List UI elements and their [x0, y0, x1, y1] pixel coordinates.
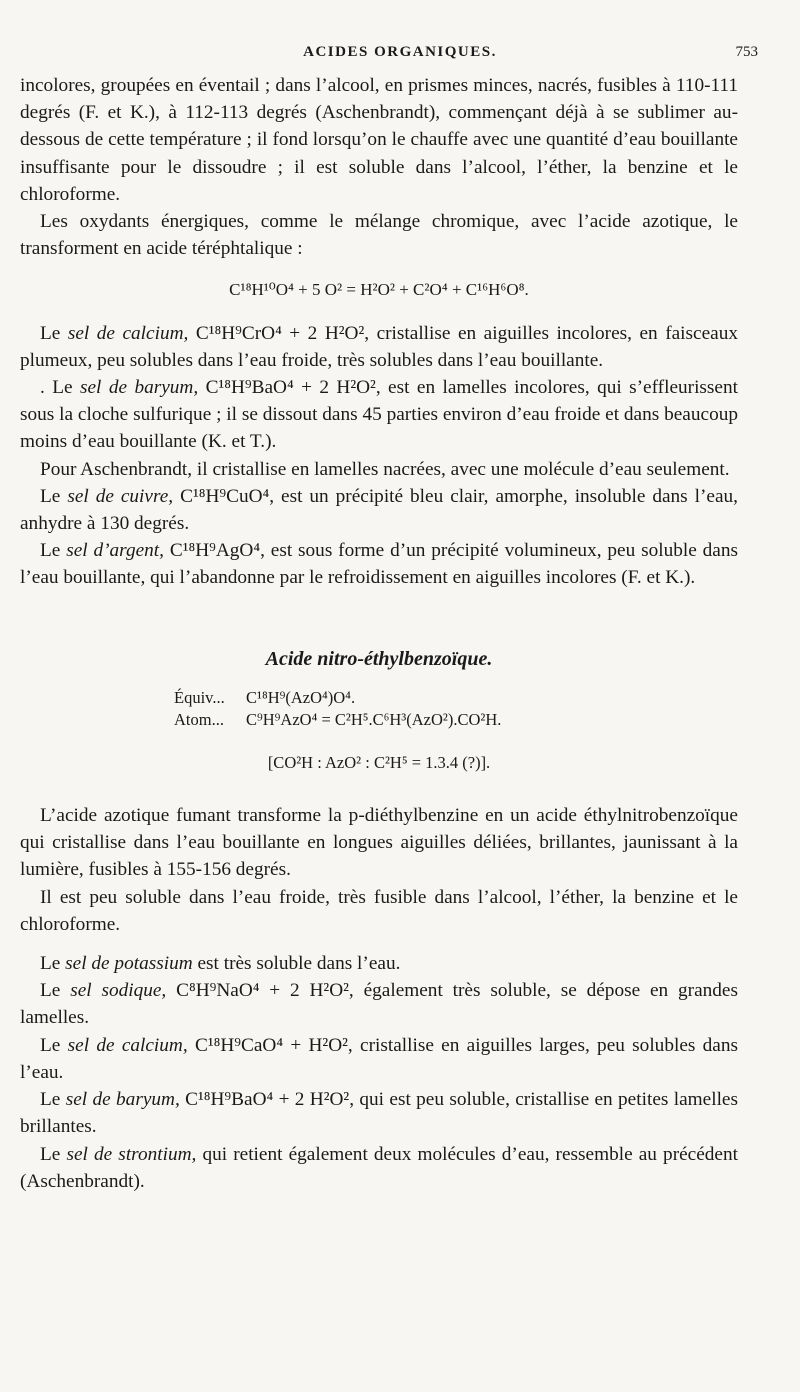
section-title: Acide nitro-éthylbenzoïque. [265, 647, 493, 670]
salt-paragraph: Le sel de strontium, qui retient également deux molécules d’eau, ressemble au précédent (Aschenbrandt). [20, 1143, 738, 1192]
salt-paragraph: Le sel de potassium est très soluble dans l’eau. [40, 953, 401, 975]
page-header [0, 44, 800, 66]
salt-paragraph: . Le sel de baryum, C¹⁸H⁹BaO⁴ + 2 H²O², est en lamelles incolores, qui s’effleurissent sous la cloche sulfurique ; il se dissout dans 45 parties environ d’eau froide et dans beaucoup moins d’eau bouillante (K. et T.). [20, 377, 738, 453]
salt-name: sel de potassium [65, 953, 193, 975]
salt-paragraph: Le sel sodique, C⁸H⁹NaO⁴ + 2 H²O², également très soluble, se dépose en grandes lamelles. [20, 980, 738, 1029]
formula-atom: Atom... C⁹H⁹AzO⁴ = C²H⁵.C⁶H³(AzO²).CO²H. [174, 709, 502, 729]
salt-name: sel de strontium, [66, 1143, 197, 1165]
formula-block [174, 687, 738, 731]
salt-paragraph: Le sel de calcium, C¹⁸H⁹CrO⁴ + 2 H²O², cristallise en aiguilles incolores, en faisceaux plumeux, peu solubles dans l’eau froide, très solubles dans l’eau bouillante. [20, 322, 738, 371]
formula-equiv: Équiv... C¹⁸H⁹(AzO⁴)O⁴. [174, 687, 356, 707]
salt-paragraph: Le sel de baryum, C¹⁸H⁹BaO⁴ + 2 H²O², qui est peu soluble, cristallise en petites lamelles brillantes. [20, 1089, 738, 1138]
salt-name: sel de baryum, [65, 1089, 180, 1111]
salt-name: sel sodique, [70, 980, 167, 1002]
salt-name: sel de cuivre, [67, 485, 174, 507]
equation: C¹⁸H¹⁰O⁴ + 5 O² = H²O² + C²O⁴ + C¹⁶H⁶O⁸. [229, 280, 529, 300]
page-number: 753 [735, 44, 758, 60]
paragraph: Il est peu soluble dans l’eau froide, très fusible dans l’alcool, l’éther, la benzine et le chloroforme. [20, 886, 738, 935]
position-ratio: [CO²H : AzO² : C²H⁵ = 1.3.4 (?)]. [267, 752, 491, 772]
salt-paragraph: Le sel de cuivre, C¹⁸H⁹CuO⁴, est un précipité bleu clair, amorphe, insoluble dans l’eau, anhydre à 130 degrés. [20, 485, 738, 535]
salt-name: sel d’argent, [66, 540, 164, 562]
salt-paragraph: Le sel d’argent, C¹⁸H⁹AgO⁴, est sous forme d’un précipité volumineux, peu soluble dans l’eau bouillante, qui l’abandonne par le refroidissement en aiguilles incolores (F. et K.). [20, 540, 738, 589]
salt-name: sel de baryum, [80, 377, 199, 399]
paragraph: L’acide azotique fumant transforme la p-diéthylbenzine en un acide éthylnitrobenzoïque qui cristallise dans l’eau bouillante en longues aiguilles déliées, brillantes, jaunissant à la lumière, fusibles à 155-156 degrés. [20, 805, 738, 881]
paragraph: incolores, groupées en éventail ; dans l’alcool, en prismes minces, nacrés, fusibles à 110-111 degrés (F. et K.), à 112-113 degrés (Aschenbrandt), commençant déjà à se sublimer au-dessous de cette température ; il fond lorsqu’on le chauffe avec une quantité d’eau bouillante insuffisante pour le dissoudre ; il est soluble dans l’alcool, l’éther, la benzine et le chloroforme. [20, 75, 738, 205]
paragraph: Pour Aschenbrandt, il cristallise en lamelles nacrées, avec une molécule d’eau seulement. [40, 458, 730, 480]
salt-name: sel de calcium, [67, 1034, 188, 1056]
body-text [20, 72, 738, 1195]
paragraph: Les oxydants énergiques, comme le mélange chromique, avec l’acide azotique, le transforment en acide téréphtalique : [20, 211, 738, 260]
salt-paragraph: Le sel de calcium, C¹⁸H⁹CaO⁴ + H²O², cristallise en aiguilles larges, peu solubles dans l’eau. [20, 1034, 739, 1083]
running-title: ACIDES ORGANIQUES. [303, 44, 497, 60]
salt-name: sel de calcium, [67, 322, 189, 344]
